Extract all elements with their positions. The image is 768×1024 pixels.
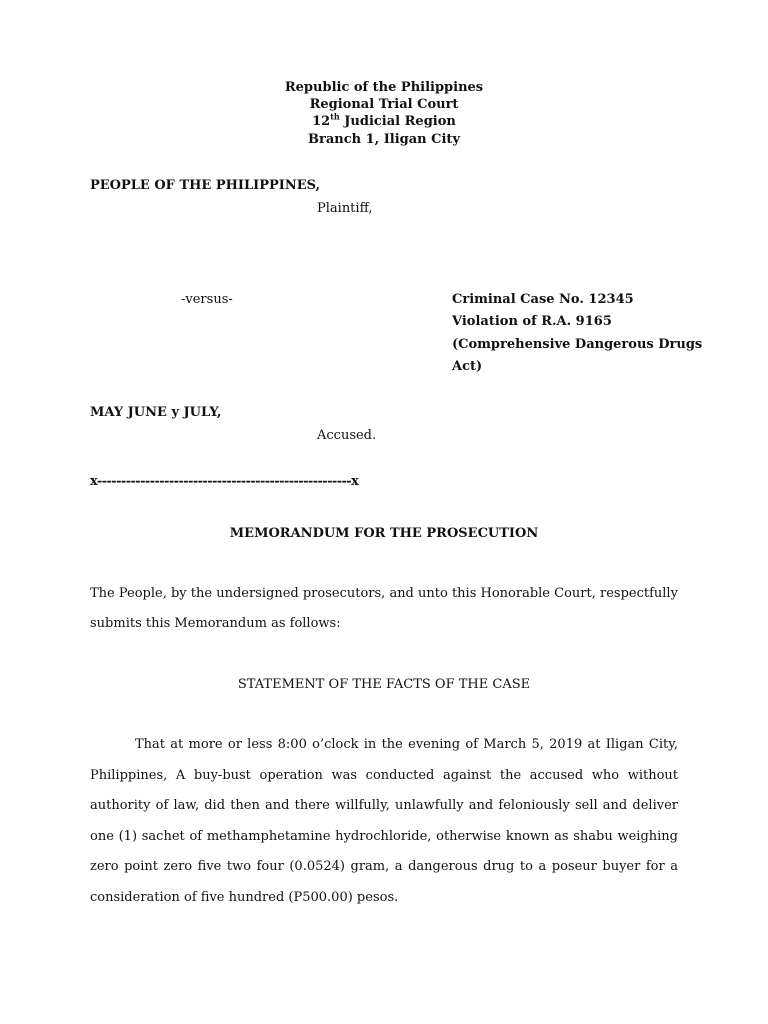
accused-name: MAY JUNE y JULY, (90, 405, 222, 420)
plaintiff-name: PEOPLE OF THE PHILIPPINES, (90, 178, 321, 193)
document-title: MEMORANDUM FOR THE PROSECUTION (229, 526, 539, 541)
caption-separator: x-----------------------------------------------------x (90, 474, 359, 489)
court-header-branch: Branch 1, Iligan City (308, 132, 460, 147)
court-header-region (0, 113, 768, 131)
violation-line-2: (Comprehensive Dangerous Drugs (452, 337, 703, 352)
violation-line-3: Act) (452, 359, 483, 374)
case-number: Criminal Case No. 12345 (452, 292, 634, 307)
region-label: Judicial Region (339, 114, 456, 129)
versus-label: -versus- (181, 292, 233, 307)
court-header-court: Regional Trial Court (309, 97, 459, 112)
intro-paragraph: The People, by the undersigned prosecutors, and unto this Honorable Court, respectfully submits this Memorandum as follows: (90, 586, 678, 631)
region-number: 12 (312, 114, 331, 129)
region-ordinal-suffix: th (330, 111, 340, 122)
facts-paragraph: That at more or less 8:00 o’clock in the evening of March 5, 2019 at Iligan City, Philippines, A buy-bust operation was conducted against the accused who without authority of law, did then and there willfully, unlawfully and feloniously sell and deliver one (1) sachet of methamphetamine hydrochloride, otherwise known as shabu weighing zero point zero five two four (0.0524) gram, a dangerous drug to a poseur buyer for a consideration of five hundred (P500.00) pesos. (90, 737, 678, 905)
section-heading: STATEMENT OF THE FACTS OF THE CASE (237, 677, 531, 692)
court-header-republic: Republic of the Philippines (284, 80, 484, 95)
plaintiff-role: Plaintiff, (317, 201, 373, 216)
violation-line-1: Violation of R.A. 9165 (452, 314, 612, 329)
accused-role: Accused. (317, 428, 377, 443)
